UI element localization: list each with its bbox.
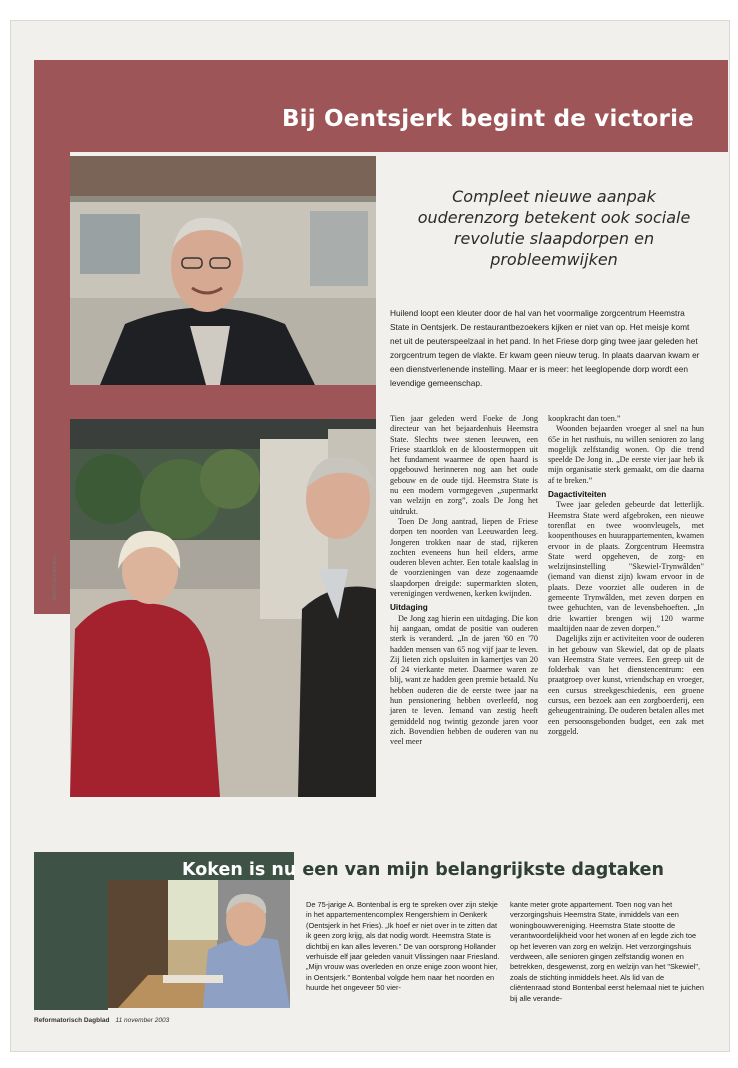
paragraph: Twee jaar geleden gebeurde dat letterlijk. Heemstra State werd afgebroken, een nieuwe torenflat en twee woonvleugels, met koopenthouses en huurappartementen, kwamen ervoor in de plaats. Zorgcentrum Heemstra State werd opgeheven, de zorg- en welzijnsinstelling "Skewiel-Trynwâlden" (iemand van dienst zijn) kwam ervoor in de plaats. Deze voorziet alle ouderen in de gemeente Trynwâlden, met zeven dorpen en twee gehuchten, van de levensbehoeften. „In drie kwartier brengen wij 120 warme maaltijden naar de zeven dorpen.” bbox=[548, 500, 704, 633]
page-footer bbox=[34, 1017, 169, 1024]
article-subtitle: Compleet nieuwe aanpak ouderenzorg betekent ook sociale revolutie slaapdorpen en probleemwijken bbox=[417, 187, 691, 269]
accent-bar-middle bbox=[70, 385, 376, 419]
newspaper-name: Reformatorisch Dagblad bbox=[34, 1017, 110, 1024]
headline-part-2: een van mijn belangrijkste dagtaken bbox=[296, 860, 664, 880]
photo-credit: Beeld Erik Kottmeier bbox=[52, 554, 58, 600]
paragraph: Tien jaar geleden werd Foeke de Jong directeur van het bejaardenhuis Heemstra State. Slechts twee stenen leeuwen, een Friese staartklok en de kloostermoppen uit het fundament waarmee de open haard is opgebouwd herinneren nog aan het oude gebouw en de oude tijd. Heemstra State is nu een modern vormgegeven „supermarkt van welzijn en zorg”, zoals De Jong het uitdrukt. bbox=[390, 414, 538, 516]
section-heading: Uitdaging bbox=[390, 603, 428, 613]
sidebar-column-2 bbox=[510, 900, 706, 1004]
sidebar-column-1 bbox=[306, 900, 502, 994]
paragraph: De Jong zag hierin een uitdaging. Die kon hij aangaan, omdat de positie van ouderen sterk is veranderd. „In de jaren '60 en '70 hadden mensen van 65 nog vijf jaar te leven. Zij lieten zich opsluiten in kamertjes van 20 of 24 vierkante meter. Daarmee waren ze blij, want ze hadden geen premie betaald. Nu hebben ouderen die de eerste twee jaar na hun pensionering hebben overleefd, nog jaren te leven. Iemand van zestig heeft gemiddeld nog twintig gezonde jaren voor zich. Bovendien hebben de ouderen van nu veel meer bbox=[390, 613, 538, 747]
article-column-2 bbox=[548, 414, 704, 737]
accent-bar-left bbox=[34, 152, 70, 614]
section-heading: Dagactiviteiten bbox=[548, 490, 607, 500]
paragraph: Woonden bejaarden vroeger al snel na hun 65e in het rusthuis, nu willen senioren zo lang mogelijk zelfstandig wonen. Op die trend speelde De Jong in. „De eerste vier jaar heb ik mijn organisatie sterk gemaakt, om die daarna af te breken.” bbox=[548, 424, 704, 485]
title-banner bbox=[34, 60, 728, 152]
paragraph: Toen De Jong aantrad, liepen de Friese dorpen ten noorden van Leeuwarden leeg. Jongeren trokken naar de stad, rijkeren zochten eveneens hun heil elders, arme ouderen bleven achter. Een totale kaalslag in de voorzieningen van deze zogenaamde slaapdorpen dreigde: supermarkten sloten, verenigingen verdwenen, kerken kwijnden. bbox=[390, 516, 538, 599]
sidebar-band-left bbox=[34, 852, 108, 1010]
paragraph: koopkracht dan toen.” bbox=[548, 414, 621, 423]
publication-date: 11 november 2003 bbox=[115, 1017, 170, 1024]
photo-woman-and-man bbox=[70, 419, 376, 797]
photo-man-cooking bbox=[108, 880, 290, 1008]
sidebar-headline bbox=[182, 860, 664, 880]
photo-director-portrait bbox=[70, 156, 376, 385]
article-title: Bij Oentsjerk begint de victorie bbox=[281, 106, 694, 132]
paragraph: De 75-jarige A. Bontenbal is erg te spreken over zijn stekje in het appartementencomplex Rengershiem in Oenkerk (Oentsjerk in het Fries). „Ik hoef er niet over in te zitten dat ik geen zorg krijg, als dat nodig wordt. Heemstra State is dichtbij en kan alles leveren.” De van oorsprong Hollander verhuisde elf jaar geleden vanuit Vlissingen naar Friesland. „Mijn vrouw was overleden en onze enige zoon woont hier, in Oentsjerk.” Bontenbal volgde hem naar het noorden en huurde het ongeveer 50 vier- bbox=[306, 900, 500, 993]
headline-part-1: Koken is nu bbox=[182, 860, 297, 880]
paragraph: Dagelijks zijn er activiteiten voor de ouderen in het gebouw van Skewiel, dat op de plaats van Heemstra State verrees. Een greep uit de folderbak van het dienstencentrum: een praatgroep over kunst, vriendschap en vroeger, een cursus streekgeschiedenis, een groene cursus, een bezoek aan een zorgboerderij, een geheugentraining. De ouderen betalen alles met een persoonsgebonden budget, een zak met zorggeld. bbox=[548, 634, 704, 736]
article-lead: Huilend loopt een kleuter door de hal van het voormalige zorgcentrum Heemstra State in Oentsjerk. De restaurantbezoekers kijken er niet van op. Het meisje komt net uit de peuterspeelzaal in het pand. In het Friese dorp ging twee jaar geleden het zorgcentrum tegen de vlakte. Er kwam geen nieuw terug. In plaats daarvan kwam er een dienstverlenende instelling. Maar er is meer: het leeglopende dorp wordt een levendige gemeenschap. bbox=[390, 308, 700, 388]
article-column-1 bbox=[390, 414, 538, 748]
paragraph: kante meter grote appartement. Toen nog van het verzorgingshuis Heemstra State, inmiddels van een woningbouwvereniging. Heemstra State stootte de verantwoordelijkheid voor het wonen af en legde zich toe op het leveren van zorg en welzijn. Het verzorgingshuis verdween, alle senioren gingen zelfstandig wonen en betrekken, desgewenst, zorg en welzijn van het "Skewiel", zoals de stichting inmiddels heet. Als lid van de cliëntenraad stond Bontenbal eerst helemaal niet te juichen bij alle verande- bbox=[510, 900, 704, 1003]
